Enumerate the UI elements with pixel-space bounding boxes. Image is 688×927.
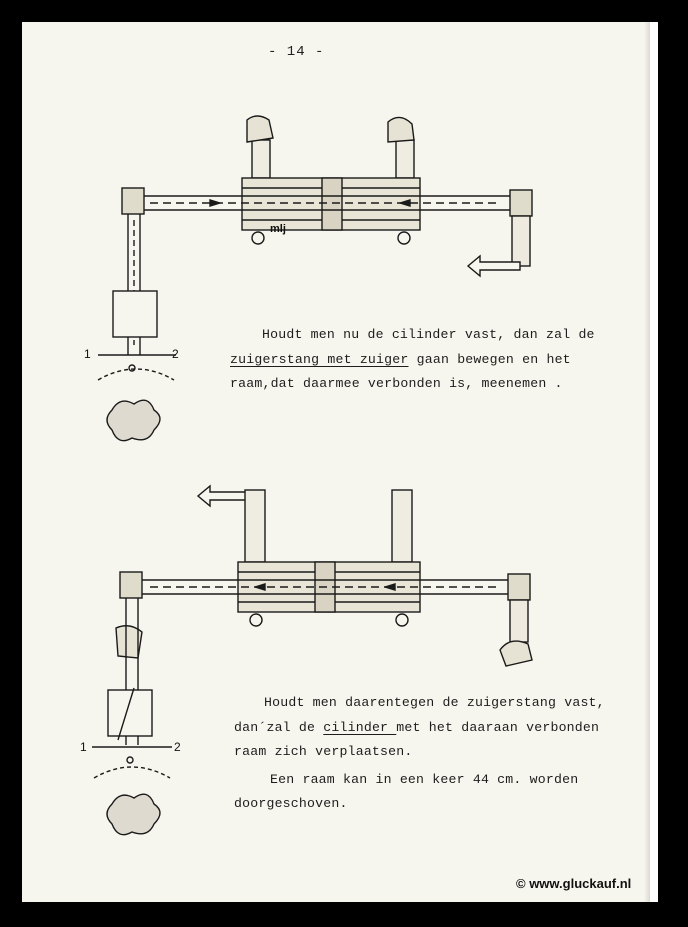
- paragraph-3-line-1: Een raam kan in een keer 44 cm. worden: [270, 772, 579, 787]
- underlined-term: zuigerstang met zuiger: [230, 352, 409, 367]
- position-label-1: 1: [80, 740, 87, 754]
- page-number: - 14 -: [268, 44, 325, 60]
- paragraph-2-line-3: raam zich verplaatsen.: [234, 744, 413, 759]
- paragraph-3-line-2: doorgeschoven.: [234, 796, 348, 811]
- paragraph-1-line-1: Houdt men nu de cilinder vast, dan zal de: [262, 327, 595, 342]
- position-label-2: 2: [172, 347, 179, 361]
- paragraph-2-line-2-rest: met het daaraan verbonden: [396, 720, 600, 735]
- hand-icon: [500, 641, 532, 666]
- artist-signature: mlj: [270, 223, 286, 235]
- copyright-watermark: © www.gluckauf.nl: [516, 876, 632, 891]
- position-label-1: 1: [84, 347, 91, 361]
- paragraph-1-line-3: raam,dat daarmee verbonden is, meenemen .: [230, 376, 563, 391]
- position-label-2: 2: [174, 740, 181, 754]
- paragraph-2-line-2-pre: dan´zal de: [234, 720, 324, 735]
- paragraph-2-line-2: [234, 720, 599, 735]
- underlined-term: cilinder: [323, 720, 397, 735]
- paragraph-2-line-1: Houdt men daarentegen de zuigerstang vast,: [264, 695, 605, 710]
- valve-knob-icon: [107, 794, 160, 835]
- paragraph-1-line-2-rest: gaan bewegen en het: [408, 352, 571, 367]
